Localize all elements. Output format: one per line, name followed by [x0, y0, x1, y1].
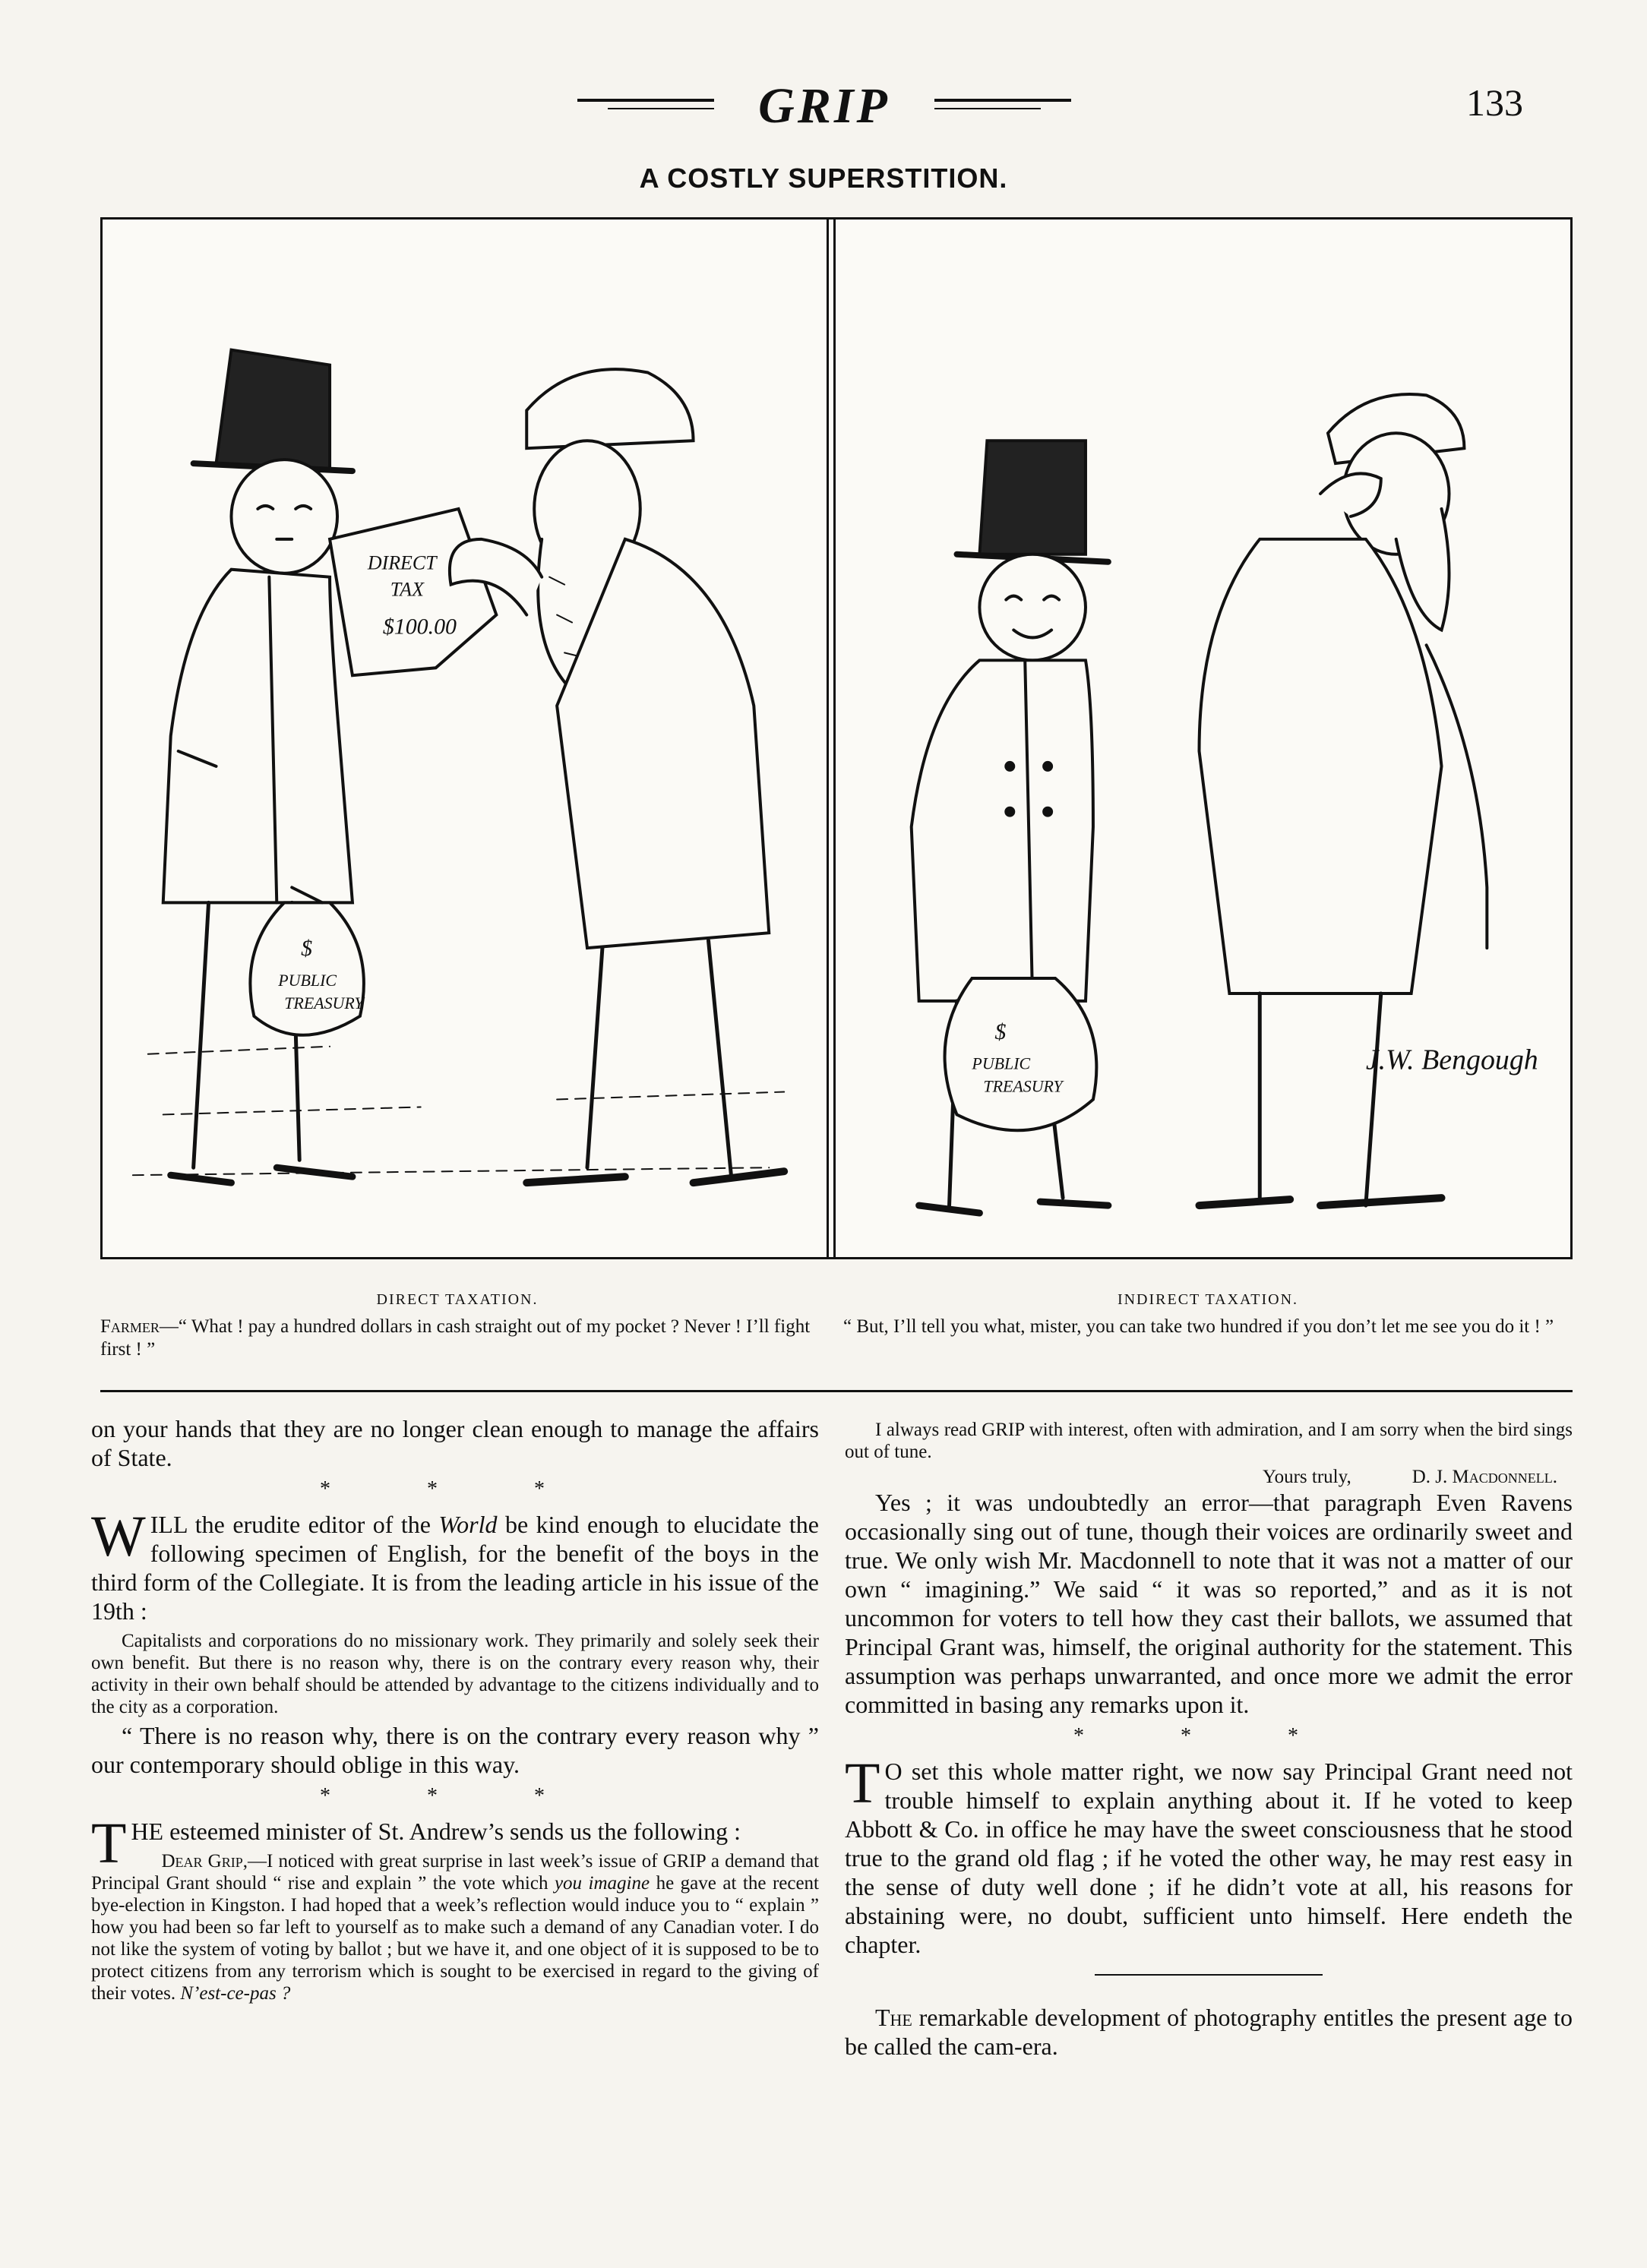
- paragraph-world-editor: [91, 1505, 820, 1625]
- cartoon-panel-direct: [103, 220, 829, 1257]
- short-divider: [1095, 1974, 1323, 1976]
- cartoon-frame: [100, 217, 1573, 1259]
- letter-continuation: I always read GRIP with interest, often with admiration, and I am sorry when the bird sings out of tune.: [845, 1420, 1573, 1462]
- letter-text: —I noticed with great surprise in last week’s issue of GRIP a demand that Principal Grant should “ rise and explain ” the vote which: [91, 1851, 819, 1894]
- paragraph-reason-why: “ There is no reason why, there is on the contrary every reason why ” our contemporary should oblige in this way.: [91, 1722, 819, 1778]
- document-label-tax: TAX: [390, 578, 424, 601]
- bag-label-treasury-right: TREASURY: [983, 1076, 1063, 1096]
- bag-label-public: PUBLIC: [278, 970, 337, 990]
- letter-emphasis: you imagine: [554, 1873, 650, 1894]
- masthead-rule-right-thin: [934, 108, 1041, 109]
- left-column: [91, 1414, 819, 2007]
- letter-signature: D. J. Macdonnell.: [1411, 1467, 1557, 1487]
- right-column: [845, 1414, 1573, 2064]
- letter-text: he gave at the recent bye-election in Kingston. I had hoped that a week’s reflection would induce you to “ explain ” how you had been so far left to yourself as to make such a demand of any Canadian voter. I do not like the system of voting by ballot ; but we have it, and one object of it is supposed to be to protect citizens from any terrorism which is sought to be exercised in regard to the giving of their votes.: [91, 1873, 820, 2004]
- masthead-rule-left-thin: [608, 108, 714, 109]
- caption-text-direct: —“ What ! pay a hundred dollars in cash straight out of my pocket ? Never ! I’ll fight first ! ”: [100, 1316, 811, 1360]
- page-number: 133: [1466, 81, 1523, 124]
- artist-signature: J.W. Bengough: [1365, 1044, 1538, 1076]
- caption-speaker: Farmer: [100, 1316, 160, 1337]
- paragraph-error-admission: Yes ; it was undoubtedly an error—that paragraph Even Ravens occasionally sing out of tune, though their voices are ordinarily sweet and true. We only wish Mr. Macdonnell to note that it was not a matter of our own “ imagining.” We said “ it was so reported,” and as it is not uncommon for voters to tell how they cast their ballots, we assumed that Principal Grant was, himself, the original authority for the statement. This assumption was perhaps unwarranted, and once more we admit the error committed in basing any remarks upon it.: [845, 1489, 1573, 1718]
- lead-word: The: [875, 2004, 912, 2031]
- caption-title-indirect: INDIRECT TAXATION.: [1117, 1291, 1299, 1308]
- section-stars: * * *: [1073, 1724, 1344, 1748]
- section-divider: [100, 1390, 1573, 1392]
- paragraph-photography: [845, 2003, 1573, 2061]
- cartoon-panel-indirect: [833, 220, 1570, 1257]
- masthead-title: GRIP: [758, 78, 890, 134]
- letter-salutation: Dear Grip,: [161, 1851, 248, 1872]
- caption-text-indirect: “ But, I’ll tell you what, mister, you can take two hundred if you don’t let me see you do it ! ”: [843, 1316, 1554, 1337]
- paragraph-continuation: on your hands that they are no longer clean enough to manage the affairs of State.: [91, 1415, 819, 1471]
- document-label-amount: $100.00: [382, 614, 457, 640]
- letter-closing-phrase: N’est-ce-pas ?: [180, 1983, 291, 2004]
- paragraph-text: remarkable development of photography entitles the present age to be called the cam-era.: [845, 2004, 1573, 2060]
- masthead: [0, 76, 1647, 137]
- masthead-rule-right: [934, 99, 1071, 102]
- paragraph-text: be kind enough to elucidate the following specimen of English, for the benefit of the boys in the third form of the Collegiate. It is from the leading article in his issue of the 19th :: [91, 1511, 820, 1625]
- section-stars: * * *: [320, 1784, 590, 1808]
- section-stars: * * *: [320, 1477, 590, 1501]
- indirect-taxation-illustration: [836, 220, 1570, 1257]
- block-quote: Capitalists and corporations do no missionary work. They primarily and solely seek their own benefit. But there is no reason why, there is on the contrary every reason why, their activity in their own behalf should be attended by advantage to the citizens individually and to the city as a corporation.: [91, 1631, 819, 1717]
- document-label-direct: DIRECT: [367, 551, 437, 574]
- paragraph-text: HE esteemed minister of St. Andrew’s sends us the following :: [131, 1818, 741, 1845]
- paragraph-text: O set this whole matter right, we now say Principal Grant need not trouble himself to explain anything about it. If he voted to keep Abbott & Co. in office he may have the sweet consciousness that he stood true to the grand old flag ; if he voted the other way, he may rest easy in the sense of duty well done ; if he didn’t vote at all, his reasons for abstaining were, no doubt, sufficient unto himself. Here endeth the chapter.: [845, 1758, 1573, 1958]
- bag-dollar-sign: $: [301, 936, 313, 962]
- world-title: World: [438, 1511, 498, 1538]
- paragraph-set-right: [845, 1752, 1573, 1959]
- caption-direct-taxation: [100, 1288, 814, 1361]
- bag-label-public-right: PUBLIC: [972, 1053, 1031, 1073]
- paragraph-text: ILL the erudite editor of the: [150, 1511, 431, 1538]
- bag-label-treasury: TREASURY: [284, 993, 364, 1012]
- direct-taxation-illustration: [103, 220, 827, 1257]
- letter-signoff: [845, 1466, 1573, 1488]
- letter-body: [91, 1850, 819, 2004]
- caption-title-direct: DIRECT TAXATION.: [376, 1291, 539, 1308]
- drop-cap: W: [91, 1505, 146, 1568]
- masthead-rule-left: [577, 99, 714, 102]
- bag-dollar-sign-right: $: [994, 1019, 1007, 1044]
- caption-indirect-taxation: [843, 1288, 1573, 1338]
- drop-cap: T: [91, 1812, 127, 1875]
- letter-closing: Yours truly,: [1263, 1467, 1351, 1487]
- drop-cap: T: [845, 1752, 880, 1815]
- cartoon-headline: A COSTLY SUPERSTITION.: [639, 163, 1008, 194]
